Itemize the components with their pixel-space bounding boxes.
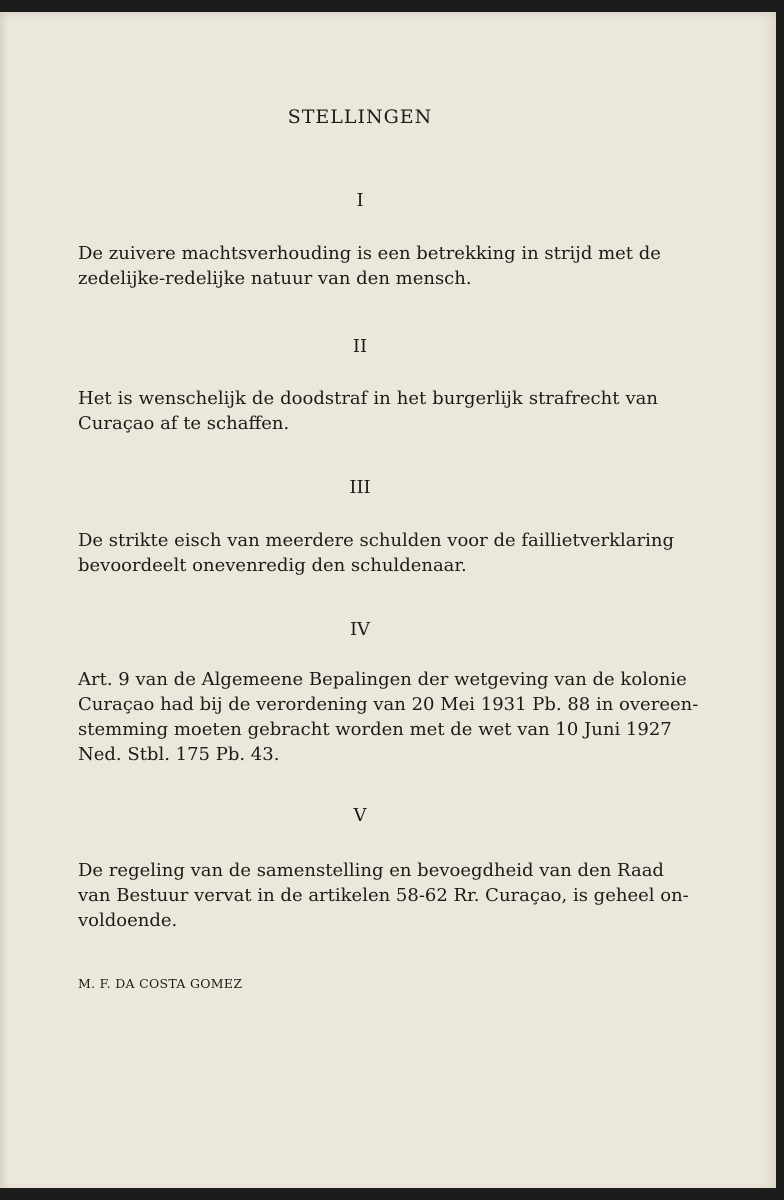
thesis-5-numeral: V	[353, 805, 367, 826]
page-title: STELLINGEN	[287, 106, 433, 128]
thesis-1-line: De zuivere machtsverhouding is een betrekking in strijd met de	[78, 243, 661, 264]
page-edge-shadow	[0, 12, 8, 1188]
thesis-2-line: Curaçao af te schaffen.	[78, 413, 290, 434]
thesis-2-text	[78, 386, 658, 436]
thesis-3-line: bevoordeelt onevenredig den schuldenaar.	[78, 555, 467, 576]
thesis-3-numeral: III	[349, 477, 371, 498]
thesis-5-line: voldoende.	[78, 910, 178, 931]
thesis-2-numeral: II	[352, 336, 368, 357]
author-name: M. F. DA COSTA GOMEZ	[78, 976, 243, 991]
thesis-1-text	[78, 241, 661, 291]
thesis-4-line: Curaçao had bij de verordening van 20 Mei 1931 Pb. 88 in overeen-	[78, 694, 699, 715]
thesis-2-line: Het is wenschelijk de doodstraf in het burgerlijk strafrecht van	[78, 388, 658, 409]
thesis-4-numeral: IV	[349, 619, 371, 640]
thesis-4-line: Ned. Stbl. 175 Pb. 43.	[78, 744, 280, 765]
thesis-1-line: zedelijke-redelijke natuur van den mensch.	[78, 268, 472, 289]
thesis-3-text	[78, 528, 674, 578]
thesis-3-line: De strikte eisch van meerdere schulden voor de faillietverklaring	[78, 530, 674, 551]
thesis-4-text	[78, 667, 699, 767]
thesis-5-text	[78, 858, 689, 933]
thesis-5-line: van Bestuur vervat in de artikelen 58-62 Rr. Curaçao, is geheel on-	[78, 885, 689, 906]
thesis-4-line: stemming moeten gebracht worden met de wet van 10 Juni 1927	[78, 719, 672, 740]
thesis-5-line: De regeling van de samenstelling en bevoegdheid van den Raad	[78, 860, 664, 881]
thesis-4-line: Art. 9 van de Algemeene Bepalingen der wetgeving van de kolonie	[78, 669, 687, 690]
document-page	[0, 12, 776, 1188]
thesis-1-numeral: I	[356, 190, 364, 211]
